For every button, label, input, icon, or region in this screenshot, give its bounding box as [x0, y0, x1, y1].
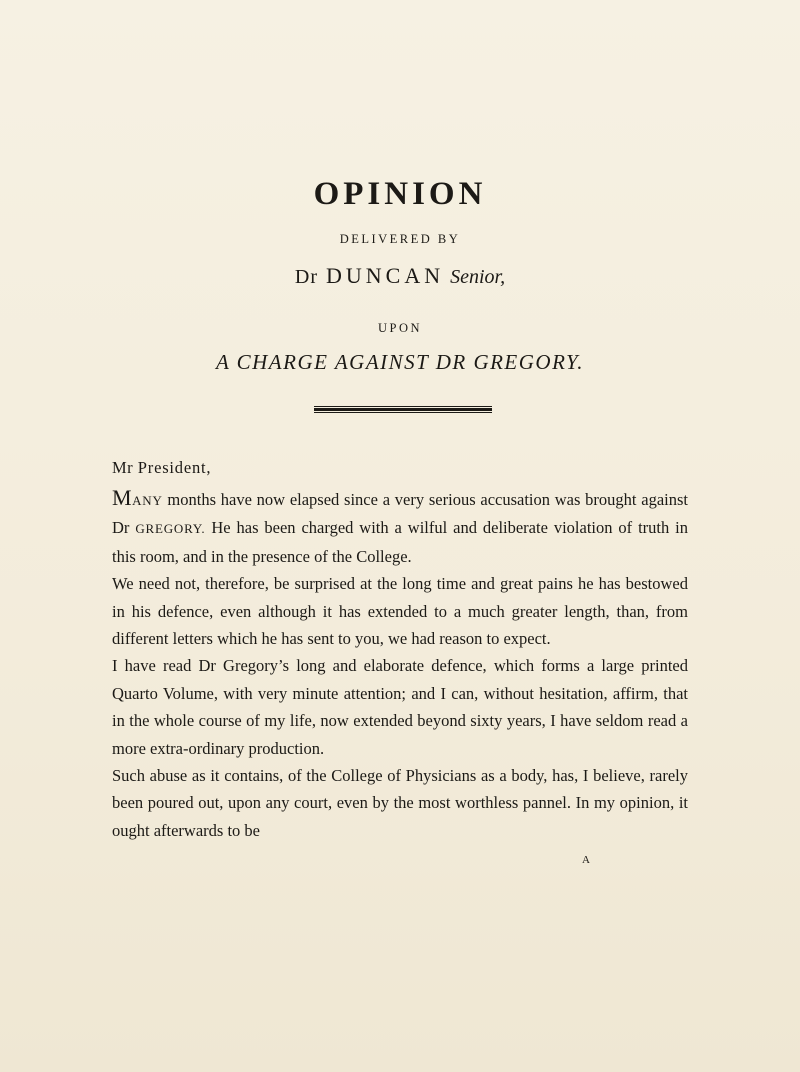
paragraph-3: I have read Dr Gregory’s long and elaborate defence, which forms a large printed Quarto Volume, with very minute attention; and I can, without hesitation, affirm, that in the whole course of my life, now extended beyond sixty years, I have seldom read a more extra-ordinary production.: [112, 656, 688, 758]
salutation: [112, 454, 688, 481]
paragraph-1-text-a: months have now elapsed since a very serious accusation was brought against Dr: [112, 490, 688, 538]
delivered-by-line: DELIVERED BY: [339, 232, 461, 246]
paragraph-1-text-b: He has been charged with a wilful and deliberate violation of truth in this room, and in the presence of the College.: [112, 518, 688, 566]
body-text: [112, 484, 688, 844]
signature-mark: A: [582, 854, 591, 866]
ornamental-rule: [314, 406, 492, 413]
opening-smallcaps: ANY: [132, 493, 163, 508]
page-title: OPINION: [313, 176, 487, 212]
paragraph-1: [112, 484, 688, 570]
salutation-first: Mr: [112, 458, 134, 477]
author-suffix: Senior,: [450, 266, 506, 288]
paragraph-4: Such abuse as it contains, of the College of Physicians as a body, has, I believe, rarely been poured out, upon any court, even by the most worthless pannel. In my opinion, it ought afterwards to be: [112, 766, 688, 840]
salutation-second: President,: [137, 458, 212, 477]
drop-cap: M: [112, 485, 133, 510]
author-name: DUNCAN: [325, 263, 445, 288]
author-line: [0, 262, 800, 291]
upon-line: UPON: [377, 321, 423, 335]
author-prefix: Dr: [294, 266, 318, 288]
paragraph-2: We need not, therefore, be surprised at the long time and great pains he has bestowed in his defence, even although it has extended to a much greater length, than, from different letters which he has sent to you, we had reason to expect.: [112, 574, 688, 649]
gregory-name: GREGORY.: [135, 521, 206, 537]
charge-title: A CHARGE AGAINST DR GREGORY.: [215, 350, 585, 374]
